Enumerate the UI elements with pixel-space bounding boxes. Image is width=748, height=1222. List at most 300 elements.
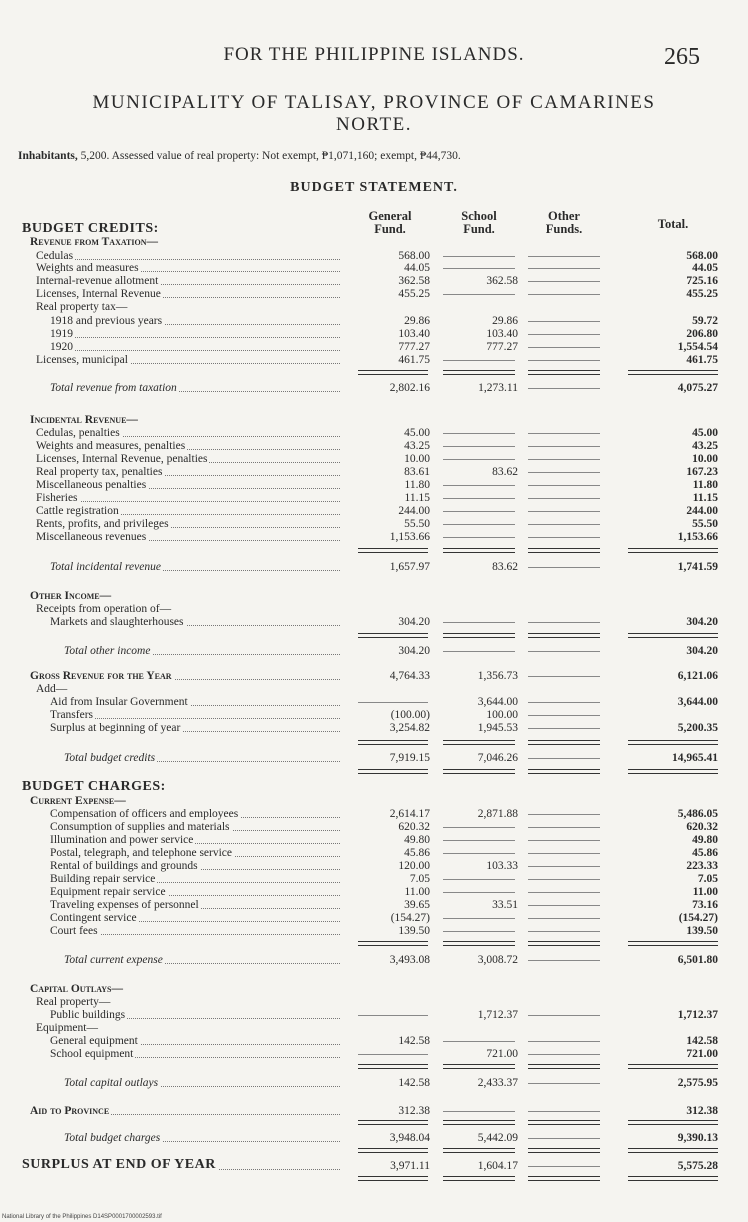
total-rule [528,370,600,371]
cell-general: 304.20 [398,645,430,657]
table-row [0,847,748,860]
cell-school: 1,945.53 [477,722,518,734]
table-row [0,983,748,996]
leader-dots [42,501,340,502]
cell-general: 142.58 [398,1077,430,1089]
cell-general: 11.80 [404,479,430,491]
cell-total: 11.80 [692,479,718,491]
empty-cell-other [528,1083,600,1084]
total-rule [358,945,428,946]
empty-cell-other [528,622,600,623]
cell-total: 1,554.54 [677,341,718,353]
total-rule [358,1120,428,1121]
page-number: 265 [664,44,700,70]
total-rule [358,1124,428,1125]
empty-cell-other [528,651,600,652]
total-rule [528,633,600,634]
total-rule [358,552,428,553]
empty-cell-other [528,459,600,460]
cell-general: 777.27 [398,341,430,353]
total-rule [443,945,515,946]
table-row [0,1105,748,1118]
cell-general: 1,657.97 [389,561,430,573]
table-row [0,1132,748,1145]
total-rule [628,552,718,553]
cell-total: 9,390.13 [677,1132,718,1144]
table-row [0,683,748,696]
total-rule [358,370,428,371]
empty-cell-other [528,931,600,932]
total-rule [358,744,428,745]
total-rule [628,773,718,774]
total-rule [443,740,515,741]
cell-school: 2,433.37 [477,1077,518,1089]
empty-cell-school [443,879,515,880]
empty-cell-other [528,498,600,499]
empty-cell-other [528,347,600,348]
table-row [0,1035,748,1048]
row-label: Fisheries [36,492,78,504]
cell-total: 223.33 [686,860,718,872]
title-line-1: MUNICIPALITY OF TALISAY, PROVINCE OF CAMARINES [92,92,656,113]
cell-total: 304.20 [686,645,718,657]
table-row [0,860,748,873]
empty-cell-other [528,334,600,335]
row-label: Licenses, Internal Revenue [36,288,161,300]
inhabitants-text: 5,200. Assessed value of real property: Not exempt, ₱1,071,160; exempt, ₱44,730. [80,150,461,162]
empty-cell-other [528,814,600,815]
empty-cell-other [528,524,600,525]
total-rule [528,773,600,774]
table-row [0,645,748,658]
row-label: Incidental Revenue— [30,414,138,426]
cell-general: 3,493.08 [389,954,430,966]
total-rule [443,548,515,549]
table-row [0,590,748,603]
cell-school: 7,046.26 [477,752,518,764]
empty-cell-other [528,758,600,759]
table-row [0,779,748,795]
row-label: BUDGET CHARGES: [22,779,166,794]
cell-total: 7.05 [697,873,718,885]
total-rule [443,1120,515,1121]
empty-cell-school [443,537,515,538]
table-row [0,709,748,722]
empty-cell-school [443,433,515,434]
empty-cell-school [443,360,515,361]
total-rule [628,945,718,946]
cell-school: 1,604.17 [477,1160,518,1172]
empty-cell-other [528,485,600,486]
empty-cell-school [443,853,515,854]
cell-general: 83.61 [404,466,430,478]
cell-general: 1,153.66 [389,531,430,543]
table-row [0,262,748,275]
table-row [0,696,748,709]
empty-cell-school [443,892,515,893]
total-rule [358,374,428,375]
cell-general: 120.00 [398,860,430,872]
cell-general: 55.50 [404,518,430,530]
table-row [0,315,748,328]
empty-cell-school [443,827,515,828]
column-header-total-text: Total. [657,217,689,231]
empty-cell-school [443,498,515,499]
table-row [0,722,748,735]
table-row [0,236,748,249]
row-label: Aid from Insular Government [50,696,188,708]
empty-cell-other [528,1111,600,1112]
row-label: Other Income— [30,590,112,602]
cell-general: 11.00 [404,886,430,898]
table-row [0,328,748,341]
table-row [0,466,748,479]
cell-total: 44.05 [692,262,718,274]
table-row [0,886,748,899]
cell-general: 304.20 [398,616,430,628]
total-rule [528,552,600,553]
total-rule [628,1120,718,1121]
cell-school: 83.62 [492,561,518,573]
cell-total: 3,644.00 [677,696,718,708]
row-label: Total budget credits [64,752,156,764]
cell-school: 721.00 [486,1048,518,1060]
total-rule [443,773,515,774]
row-label: Markets and slaughterhouses [50,616,184,628]
total-rule [528,1120,600,1121]
cell-total: 725.16 [686,275,718,287]
cell-total: 312.38 [686,1105,718,1117]
cell-total: 620.32 [686,821,718,833]
cell-general: 44.05 [404,262,430,274]
cell-general: (154.27) [390,912,430,924]
empty-cell-general [358,1015,428,1016]
cell-total: 568.00 [686,250,718,262]
cell-school: 33.51 [492,899,518,911]
row-label: Cattle registration [36,505,119,517]
row-label: Receipts from operation of— [36,603,172,615]
cell-general: 49.80 [404,834,430,846]
row-label: Miscellaneous revenues [36,531,147,543]
row-label: Total revenue from taxation [50,382,177,394]
row-label: BUDGET CREDITS: [22,221,159,236]
table-row [0,531,748,544]
empty-cell-other [528,433,600,434]
empty-cell-general [358,1054,428,1055]
row-label: Internal-revenue allotment [36,275,159,287]
total-rule [358,769,428,770]
row-label: 1920 [50,341,73,353]
empty-cell-school [443,294,515,295]
total-rule [528,769,600,770]
empty-cell-other [528,960,600,961]
row-label: Equipment— [36,1022,98,1034]
cell-total: 1,153.66 [677,531,718,543]
cell-total: 206.80 [686,328,718,340]
empty-cell-other [528,446,600,447]
cell-general: 362.58 [398,275,430,287]
empty-cell-school [443,459,515,460]
total-rule [443,1124,515,1125]
empty-cell-other [528,281,600,282]
row-label: Surplus at beginning of year [50,722,181,734]
empty-cell-other [528,511,600,512]
cell-general: 39.65 [404,899,430,911]
cell-total: (154.27) [678,912,718,924]
cell-total: 6,121.06 [677,670,718,682]
total-rule [628,1124,718,1125]
cell-general: 142.58 [398,1035,430,1047]
cell-total: 455.25 [686,288,718,300]
empty-cell-other [528,1138,600,1139]
table-row [0,821,748,834]
row-label: Court fees [50,925,98,937]
cell-school: 777.27 [486,341,518,353]
table-row [0,301,748,314]
row-label: SURPLUS AT END OF YEAR [22,1157,216,1172]
row-label: Licenses, municipal [36,354,128,366]
table-row [0,1009,748,1022]
empty-cell-other [528,1015,600,1016]
table-row [0,341,748,354]
title-line-2: NORTE. [336,114,412,135]
row-label: Contingent service [50,912,137,924]
total-rule [628,637,718,638]
table-row [0,518,748,531]
cell-school: 3,008.72 [477,954,518,966]
row-label: Licenses, Internal Revenue, penalties [36,453,208,465]
empty-cell-other [528,866,600,867]
cell-total: 45.86 [692,847,718,859]
cell-total: 14,965.41 [672,752,718,764]
cell-general: 2,802.16 [389,382,430,394]
row-label: Current Expense— [30,795,126,807]
row-label: Total capital outlays [64,1077,159,1089]
cell-total: 1,741.59 [677,561,718,573]
total-rule [443,744,515,745]
table-row [0,427,748,440]
row-label: Traveling expenses of personnel [50,899,199,911]
empty-cell-other [528,853,600,854]
total-rule [528,740,600,741]
empty-cell-other [528,388,600,389]
cell-total: 1,712.37 [677,1009,718,1021]
inhabitants-label: Inhabitants, [18,150,78,162]
cell-school: 1,273.11 [478,382,518,394]
leader-dots [42,259,340,260]
row-label: Weights and measures, penalties [36,440,186,452]
table-row [0,1157,748,1173]
row-label: Cedulas [36,250,74,262]
empty-cell-other [528,905,600,906]
cell-total: 5,575.28 [677,1160,718,1172]
cell-total: 461.75 [686,354,718,366]
cell-total: 43.25 [692,440,718,452]
empty-cell-other [528,1054,600,1055]
empty-cell-other [528,827,600,828]
empty-cell-other [528,840,600,841]
row-label: Consumption of supplies and materials [50,821,230,833]
cell-general: 3,948.04 [389,1132,430,1144]
row-label: Public buildings [50,1009,126,1021]
total-rule [628,744,718,745]
row-label: Total budget charges [64,1132,161,1144]
empty-cell-other [528,1166,600,1167]
row-label: Rental of buildings and grounds [50,860,198,872]
table-row [0,954,748,967]
row-label: Aid to Province [30,1105,110,1117]
cell-general: 461.75 [398,354,430,366]
row-label: General equipment [50,1035,138,1047]
total-rule [528,1124,600,1125]
total-rule [528,1176,600,1177]
total-rule [443,637,515,638]
row-label: Transfers [50,709,94,721]
total-rule [528,945,600,946]
empty-cell-other [528,918,600,919]
total-rule [628,370,718,371]
total-rule [528,1068,600,1069]
empty-cell-other [528,879,600,880]
total-rule [443,1068,515,1069]
cell-school: 362.58 [486,275,518,287]
total-rule [628,769,718,770]
table-row [0,492,748,505]
row-label: Total other income [64,645,151,657]
cell-school: 1,356.73 [477,670,518,682]
running-head: FOR THE PHILIPPINE ISLANDS. [223,44,525,65]
empty-cell-other [528,728,600,729]
total-rule [443,633,515,634]
table-row [0,453,748,466]
table-row [0,440,748,453]
cell-total: 244.00 [686,505,718,517]
table-row [0,925,748,938]
row-label: Capital Outlays— [30,983,123,995]
empty-cell-school [443,268,515,269]
table-row [0,899,748,912]
cell-total: 142.58 [686,1035,718,1047]
total-rule [358,1148,428,1149]
row-label: Building repair service [50,873,156,885]
total-rule [628,1064,718,1065]
row-label: 1918 and previous years [50,315,163,327]
leader-dots [56,350,340,351]
table-row [0,382,748,395]
table-row [0,795,748,808]
row-label: Compensation of officers and employees [50,808,239,820]
cell-general: 455.25 [398,288,430,300]
empty-cell-school [443,485,515,486]
table-row [0,752,748,765]
empty-cell-other [528,537,600,538]
cell-total: 55.50 [692,518,718,530]
scan-footer: National Library of the Philippines D14SP0001700002593.tif [2,1214,162,1220]
row-label: Illumination and power service [50,834,194,846]
empty-cell-school [443,931,515,932]
inhabitants-line [18,150,718,162]
cell-general: 4,764.33 [389,670,430,682]
total-rule [628,1148,718,1149]
empty-cell-other [528,892,600,893]
table-row [0,1048,748,1061]
table-row [0,561,748,574]
total-rule [358,548,428,549]
row-label: Cedulas, penalties [36,427,120,439]
total-rule [628,374,718,375]
empty-cell-school [443,840,515,841]
cell-general: 620.32 [398,821,430,833]
total-rule [443,552,515,553]
total-rule [628,1176,718,1177]
empty-cell-other [528,268,600,269]
row-label: Add— [36,683,68,695]
total-rule [358,1064,428,1065]
total-rule [443,1148,515,1149]
cell-school: 103.33 [486,860,518,872]
total-rule [528,941,600,942]
cell-total: 45.00 [692,427,718,439]
total-rule [443,1152,515,1153]
table-row [0,1022,748,1035]
table-row [0,354,748,367]
total-rule [358,1068,428,1069]
row-label: Real property tax— [36,301,128,313]
column-header-general-text: General Fund. [368,209,412,236]
table-row [0,873,748,886]
cell-general: 45.86 [404,847,430,859]
row-label: Rents, profits, and privileges [36,518,169,530]
cell-total: 59.72 [692,315,718,327]
cell-total: 10.00 [692,453,718,465]
empty-cell-school [443,1111,515,1112]
total-rule [358,941,428,942]
total-rule [628,740,718,741]
total-rule [528,1180,600,1181]
empty-cell-school [443,256,515,257]
total-rule [628,1180,718,1181]
empty-cell-other [528,321,600,322]
total-rule [528,548,600,549]
total-rule [528,637,600,638]
cell-general: 3,971.11 [390,1160,430,1172]
row-label: Postal, telegraph, and telephone service [50,847,233,859]
row-label: Revenue from Taxation— [30,236,158,248]
leader-dots [56,718,340,719]
total-rule [358,1180,428,1181]
empty-cell-other [528,715,600,716]
table-row [0,505,748,518]
empty-cell-school [443,1041,515,1042]
total-rule [528,744,600,745]
total-rule [443,374,515,375]
cell-general: 244.00 [398,505,430,517]
cell-general: 29.86 [404,315,430,327]
empty-cell-other [528,360,600,361]
table-row [0,479,748,492]
row-label: Equipment repair service [50,886,166,898]
cell-school: 29.86 [492,315,518,327]
total-rule [358,633,428,634]
total-rule [358,740,428,741]
cell-general: 568.00 [398,250,430,262]
cell-total: 49.80 [692,834,718,846]
table-row [0,670,748,683]
cell-general: 2,614.17 [389,808,430,820]
total-rule [628,548,718,549]
cell-school: 2,871.88 [477,808,518,820]
cell-general: (100.00) [390,709,430,721]
